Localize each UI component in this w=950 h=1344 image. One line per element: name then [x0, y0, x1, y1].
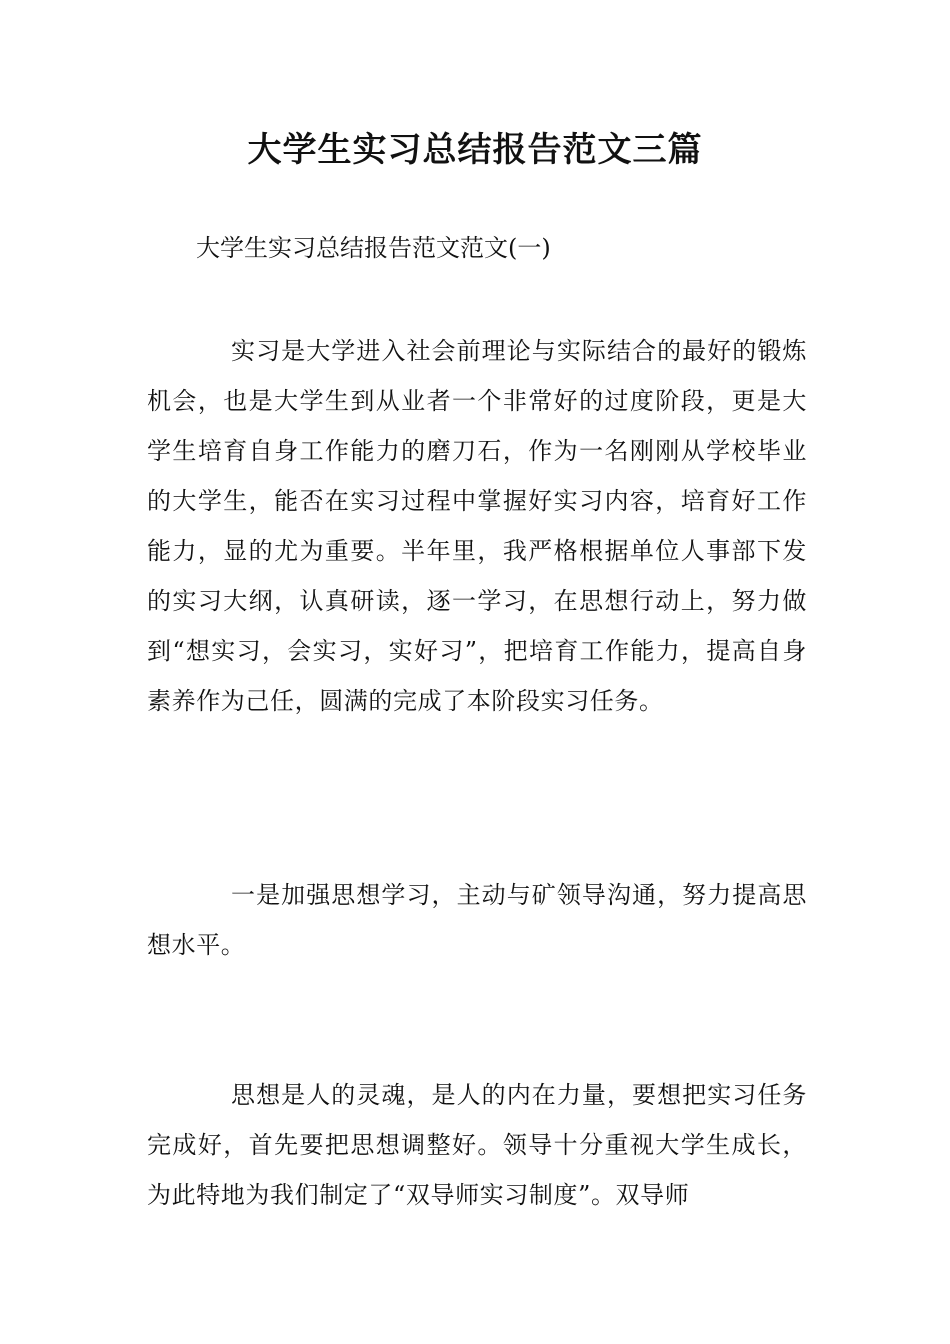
paragraph-3: 思想是人的灵魂，是人的内在力量，要想把实习任务完成好，首先要把思想调整好。领导十分重视大学生成长，为此特地为我们制定了“双导师实习制度”。双导师: [147, 1081, 807, 1209]
document-subtitle: 大学生实习总结报告范文范文(一): [196, 234, 551, 262]
paragraph-2: 一是加强思想学习，主动与矿领导沟通，努力提高思想水平。: [147, 881, 807, 959]
paragraph-1: 实习是大学进入社会前理论与实际结合的最好的锻炼机会，也是大学生到从业者一个非常好的过度阶段，更是大学生培育自身工作能力的磨刀石，作为一名刚刚从学校毕业的大学生，能否在实习过程中掌握好实习内容，培育好工作能力，显的尤为重要。半年里，我严格根据单位人事部下发的实习大纲，认真研读，逐一学习，在思想行动上，努力做到“想实习，会实习，实好习”，把培育工作能力，提高自身素养作为己任，圆满的完成了本阶段实习任务。: [147, 337, 807, 715]
document-title: 大学生实习总结报告范文三篇: [247, 130, 703, 170]
